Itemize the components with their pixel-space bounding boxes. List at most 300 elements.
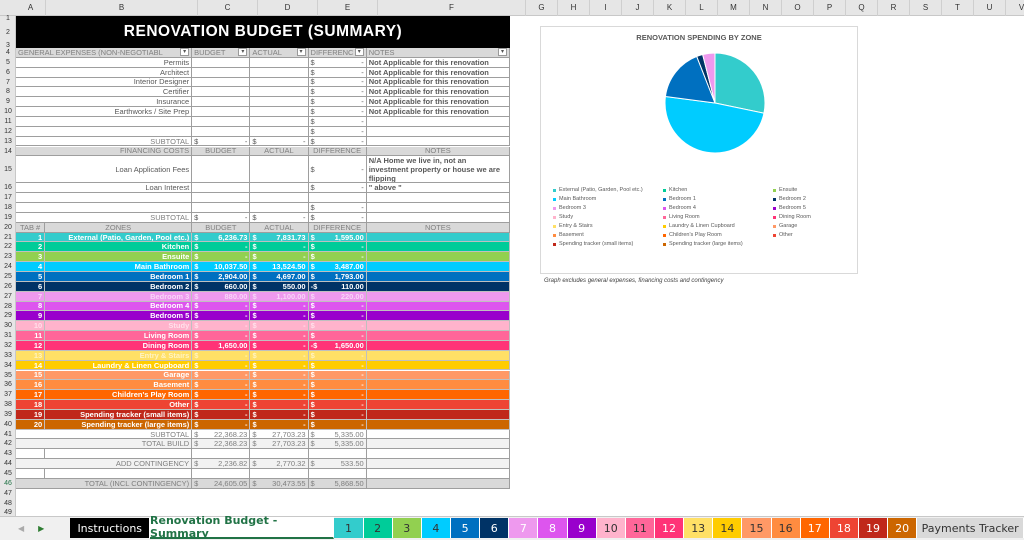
zone-name[interactable]: Dining Room	[45, 341, 192, 351]
row-header-44[interactable]: 44	[4, 460, 12, 468]
subtotal-actual[interactable]	[250, 137, 308, 147]
budget-cell[interactable]	[192, 107, 250, 117]
zone-actual[interactable]	[250, 282, 308, 292]
notes-header[interactable]	[367, 48, 510, 58]
budget-cell[interactable]	[192, 97, 250, 107]
notes-cell[interactable]: Not Applicable for this renovation	[367, 58, 510, 68]
filter-dropdown-icon[interactable]: ▾	[498, 48, 507, 56]
difference-cell[interactable]	[309, 107, 367, 117]
notes-cell[interactable]	[367, 439, 510, 449]
subtotal-difference[interactable]	[309, 213, 367, 223]
total-actual[interactable]	[250, 439, 308, 449]
actual-cell[interactable]	[250, 117, 308, 127]
row-header-13[interactable]: 13	[4, 137, 12, 145]
zone-actual[interactable]	[250, 361, 308, 371]
notes-cell[interactable]	[367, 479, 510, 489]
actual-header[interactable]	[250, 223, 308, 233]
row-header-5[interactable]: 5	[6, 58, 10, 66]
notes-header[interactable]	[367, 223, 510, 233]
row-header-28[interactable]: 28	[4, 302, 12, 310]
notes-cell[interactable]	[367, 459, 510, 469]
zone-difference[interactable]	[309, 292, 367, 302]
empty-cell[interactable]	[309, 469, 367, 479]
zone-name[interactable]: Spending tracker (small items)	[45, 410, 192, 420]
total-difference[interactable]	[309, 439, 367, 449]
zone-budget[interactable]	[192, 233, 250, 243]
expense-label[interactable]: Insurance	[16, 97, 192, 107]
total-actual[interactable]	[250, 459, 308, 469]
row-header-43[interactable]: 43	[4, 450, 12, 458]
total-budget[interactable]	[192, 479, 250, 489]
zone-tab-number[interactable]: 13	[16, 351, 45, 361]
zone-name[interactable]: Spending tracker (large items)	[45, 420, 192, 430]
tab-zone-5[interactable]: 5	[451, 518, 480, 538]
zone-notes[interactable]	[367, 262, 510, 272]
row-header-47[interactable]: 47	[4, 489, 12, 497]
zone-notes[interactable]	[367, 242, 510, 252]
row-header-8[interactable]: 8	[6, 88, 10, 96]
budget-header[interactable]	[192, 223, 250, 233]
tab-zone-14[interactable]: 14	[713, 518, 742, 538]
empty-cell[interactable]	[16, 193, 192, 203]
zone-actual[interactable]	[250, 390, 308, 400]
empty-cell[interactable]	[367, 203, 510, 213]
empty-cell[interactable]	[250, 449, 308, 459]
total-difference[interactable]	[309, 459, 367, 469]
row-header-14[interactable]: 14	[4, 147, 12, 155]
zone-notes[interactable]	[367, 341, 510, 351]
notes-cell[interactable]: " above "	[367, 183, 510, 193]
zone-difference[interactable]	[309, 351, 367, 361]
budget-cell[interactable]	[192, 58, 250, 68]
financing-label[interactable]: Loan Application Fees	[16, 156, 192, 183]
zone-actual[interactable]	[250, 242, 308, 252]
zone-tab-number[interactable]: 6	[16, 282, 45, 292]
row-header-21[interactable]: 21	[4, 233, 12, 241]
tab-zone-13[interactable]: 13	[684, 518, 713, 538]
zone-budget[interactable]	[192, 341, 250, 351]
empty-cell[interactable]	[250, 203, 308, 213]
total-label[interactable]: ADD CONTINGENCY	[16, 459, 192, 469]
zone-tab-number[interactable]: 10	[16, 321, 45, 331]
row-header-4[interactable]: 4	[6, 49, 10, 56]
difference-cell[interactable]	[309, 87, 367, 97]
row-header-37[interactable]: 37	[4, 391, 12, 399]
column-header-k[interactable]: K	[654, 0, 686, 16]
row-header-33[interactable]: 33	[4, 351, 12, 359]
row-header-17[interactable]: 17	[4, 194, 12, 202]
difference-header[interactable]	[309, 147, 367, 157]
difference-cell[interactable]	[309, 183, 367, 193]
column-header-t[interactable]: T	[942, 0, 974, 16]
notes-cell[interactable]	[367, 430, 510, 440]
tab-renovation-budget-summary[interactable]: Renovation Budget - Summary	[150, 517, 334, 539]
notes-cell[interactable]	[367, 127, 510, 137]
zone-name[interactable]: Living Room	[45, 331, 192, 341]
column-header-c[interactable]: C	[198, 0, 258, 16]
zone-difference[interactable]	[309, 272, 367, 282]
budget-cell[interactable]	[192, 117, 250, 127]
tab-zone-3[interactable]: 3	[393, 518, 422, 538]
zone-budget[interactable]	[192, 242, 250, 252]
filter-dropdown-icon[interactable]: ▾	[238, 48, 247, 56]
zone-actual[interactable]	[250, 420, 308, 430]
row-header-9[interactable]: 9	[6, 98, 10, 106]
tab-zone-6[interactable]: 6	[480, 518, 509, 538]
total-difference[interactable]	[309, 430, 367, 440]
zone-budget[interactable]	[192, 262, 250, 272]
zone-actual[interactable]	[250, 371, 308, 381]
total-difference[interactable]	[309, 479, 367, 489]
tab-zone-7[interactable]: 7	[509, 518, 538, 538]
zone-notes[interactable]	[367, 410, 510, 420]
zone-tab-number[interactable]: 15	[16, 371, 45, 381]
difference-cell[interactable]	[309, 127, 367, 137]
total-actual[interactable]	[250, 479, 308, 489]
zone-budget[interactable]	[192, 292, 250, 302]
zone-notes[interactable]	[367, 321, 510, 331]
budget-cell[interactable]	[192, 183, 250, 193]
zone-actual[interactable]	[250, 292, 308, 302]
total-label[interactable]: TOTAL BUILD	[16, 439, 192, 449]
zone-name[interactable]: Ensuite	[45, 252, 192, 262]
difference-cell[interactable]	[309, 68, 367, 78]
expense-label[interactable]: Certifier	[16, 87, 192, 97]
difference-cell[interactable]	[309, 58, 367, 68]
zone-name[interactable]: Main Bathroom	[45, 262, 192, 272]
expense-label[interactable]: Architect	[16, 68, 192, 78]
zone-tab-number[interactable]: 1	[16, 233, 45, 243]
column-header-i[interactable]: I	[590, 0, 622, 16]
row-header-18[interactable]: 18	[4, 204, 12, 212]
zone-name[interactable]: Basement	[45, 380, 192, 390]
notes-cell[interactable]: Not Applicable for this renovation	[367, 87, 510, 97]
pie-chart[interactable]	[540, 26, 858, 274]
total-label[interactable]: SUBTOTAL	[16, 430, 192, 440]
empty-cell[interactable]	[309, 193, 367, 203]
budget-cell[interactable]	[192, 87, 250, 97]
zone-tab-number[interactable]: 3	[16, 252, 45, 262]
zone-difference[interactable]	[309, 242, 367, 252]
zone-tab-number[interactable]: 12	[16, 341, 45, 351]
expense-label[interactable]: Earthworks / Site Prep	[16, 107, 192, 117]
budget-header[interactable]	[192, 48, 250, 58]
column-header-r[interactable]: R	[878, 0, 910, 16]
zone-actual[interactable]	[250, 233, 308, 243]
total-budget[interactable]	[192, 439, 250, 449]
difference-cell[interactable]	[309, 156, 367, 183]
column-header-l[interactable]: L	[686, 0, 718, 16]
column-header-n[interactable]: N	[750, 0, 782, 16]
tab-payments-tracker[interactable]: Payments Tracker	[917, 518, 1024, 538]
zone-budget[interactable]	[192, 420, 250, 430]
zone-name[interactable]: Bedroom 5	[45, 311, 192, 321]
row-header-32[interactable]: 32	[4, 341, 12, 349]
zone-difference[interactable]	[309, 371, 367, 381]
zone-actual[interactable]	[250, 321, 308, 331]
zone-tab-number[interactable]: 9	[16, 311, 45, 321]
column-header-p[interactable]: P	[814, 0, 846, 16]
column-header-v[interactable]: V	[1006, 0, 1024, 16]
empty-cell[interactable]	[16, 449, 45, 459]
column-header-m[interactable]: M	[718, 0, 750, 16]
prev-sheet-icon[interactable]: ◀	[18, 523, 25, 533]
row-header-29[interactable]: 29	[4, 312, 12, 320]
general-expenses-label[interactable]	[16, 48, 192, 58]
zone-difference[interactable]	[309, 341, 367, 351]
tab-zone-18[interactable]: 18	[830, 518, 859, 538]
zone-tab-number[interactable]: 8	[16, 302, 45, 312]
column-header-u[interactable]: U	[974, 0, 1006, 16]
tab-zone-8[interactable]: 8	[538, 518, 567, 538]
tab-zone-1[interactable]: 1	[334, 518, 363, 538]
zone-difference[interactable]	[309, 282, 367, 292]
subtotal-budget[interactable]	[192, 137, 250, 147]
row-header-45[interactable]: 45	[4, 470, 12, 477]
zone-notes[interactable]	[367, 380, 510, 390]
zone-tab-number[interactable]: 16	[16, 380, 45, 390]
row-header-46[interactable]: 46	[4, 479, 12, 487]
zone-budget[interactable]	[192, 272, 250, 282]
zone-actual[interactable]	[250, 272, 308, 282]
total-budget[interactable]	[192, 459, 250, 469]
actual-header[interactable]	[250, 48, 308, 58]
row-header-6[interactable]: 6	[6, 68, 10, 76]
zone-notes[interactable]	[367, 311, 510, 321]
actual-cell[interactable]	[250, 107, 308, 117]
zone-difference[interactable]	[309, 400, 367, 410]
tab-zone-11[interactable]: 11	[626, 518, 655, 538]
actual-cell[interactable]	[250, 156, 308, 183]
filter-dropdown-icon[interactable]: ▾	[355, 48, 364, 56]
row-header-34[interactable]: 34	[4, 361, 12, 369]
row-header-48[interactable]: 48	[4, 499, 12, 507]
financing-label[interactable]	[16, 147, 192, 157]
zone-tab-number[interactable]: 19	[16, 410, 45, 420]
column-header-d[interactable]: D	[258, 0, 318, 16]
zone-actual[interactable]	[250, 311, 308, 321]
column-header-b[interactable]: B	[46, 0, 198, 16]
difference-header[interactable]	[309, 48, 367, 58]
zone-actual[interactable]	[250, 331, 308, 341]
zone-tab-number[interactable]: 7	[16, 292, 45, 302]
subtotal-budget[interactable]	[192, 213, 250, 223]
notes-cell[interactable]: Not Applicable for this renovation	[367, 107, 510, 117]
zone-budget[interactable]	[192, 400, 250, 410]
zone-difference[interactable]	[309, 302, 367, 312]
row-header-15[interactable]: 15	[4, 166, 12, 174]
difference-cell[interactable]	[309, 97, 367, 107]
expense-label[interactable]: Interior Designer	[16, 78, 192, 88]
zone-difference[interactable]	[309, 321, 367, 331]
difference-cell[interactable]	[309, 78, 367, 88]
notes-cell[interactable]	[367, 137, 510, 147]
budget-cell[interactable]	[192, 78, 250, 88]
row-header-10[interactable]: 10	[4, 108, 12, 116]
row-header-41[interactable]: 41	[4, 430, 12, 438]
zone-actual[interactable]	[250, 341, 308, 351]
total-budget[interactable]	[192, 430, 250, 440]
row-header-30[interactable]: 30	[4, 322, 12, 330]
filter-dropdown-icon[interactable]: ▾	[180, 48, 189, 56]
zone-difference[interactable]	[309, 380, 367, 390]
zone-budget[interactable]	[192, 361, 250, 371]
zone-name[interactable]: Entry & Stairs	[45, 351, 192, 361]
zone-budget[interactable]	[192, 252, 250, 262]
total-actual[interactable]	[250, 430, 308, 440]
tab-zone-19[interactable]: 19	[859, 518, 888, 538]
zone-difference[interactable]	[309, 311, 367, 321]
row-header-23[interactable]: 23	[4, 253, 12, 261]
total-label[interactable]: TOTAL (INCL CONTINGENCY)	[16, 479, 192, 489]
actual-cell[interactable]	[250, 127, 308, 137]
notes-cell[interactable]: Not Applicable for this renovation	[367, 78, 510, 88]
expense-label[interactable]	[16, 127, 192, 137]
tab-zone-10[interactable]: 10	[597, 518, 626, 538]
tab-zone-2[interactable]: 2	[364, 518, 393, 538]
row-header-2[interactable]: 2	[6, 29, 10, 36]
tab-zone-4[interactable]: 4	[422, 518, 451, 538]
empty-cell[interactable]	[250, 193, 308, 203]
empty-cell[interactable]	[367, 469, 510, 479]
empty-cell[interactable]	[192, 193, 250, 203]
zone-tab-number[interactable]: 4	[16, 262, 45, 272]
zone-tab-number[interactable]: 11	[16, 331, 45, 341]
actual-cell[interactable]	[250, 58, 308, 68]
notes-cell[interactable]	[367, 117, 510, 127]
column-header-q[interactable]: Q	[846, 0, 878, 16]
zone-notes[interactable]	[367, 282, 510, 292]
expense-label[interactable]: Permits	[16, 58, 192, 68]
row-header-26[interactable]: 26	[4, 282, 12, 290]
financing-label[interactable]: Loan Interest	[16, 183, 192, 193]
row-header-11[interactable]: 11	[4, 117, 12, 125]
row-header-3[interactable]: 3	[6, 42, 10, 49]
row-header-36[interactable]: 36	[4, 381, 12, 389]
row-header-25[interactable]: 25	[4, 273, 12, 280]
zone-budget[interactable]	[192, 331, 250, 341]
row-header-1[interactable]: 1	[6, 15, 10, 22]
column-header-o[interactable]: O	[782, 0, 814, 16]
zone-name[interactable]: Kitchen	[45, 242, 192, 252]
tab-zone-12[interactable]: 12	[655, 518, 684, 538]
zone-notes[interactable]	[367, 302, 510, 312]
zone-tab-number[interactable]: 14	[16, 361, 45, 371]
difference-cell[interactable]	[309, 203, 367, 213]
tab-zone-9[interactable]: 9	[568, 518, 597, 538]
row-header-20[interactable]: 20	[4, 223, 12, 231]
row-header-39[interactable]: 39	[4, 410, 12, 418]
tab-zone-20[interactable]: 20	[888, 518, 917, 538]
zone-budget[interactable]	[192, 282, 250, 292]
zone-budget[interactable]	[192, 410, 250, 420]
zone-notes[interactable]	[367, 351, 510, 361]
row-header-7[interactable]: 7	[6, 78, 10, 86]
zone-difference[interactable]	[309, 262, 367, 272]
row-header-27[interactable]: 27	[4, 292, 12, 300]
actual-cell[interactable]	[250, 87, 308, 97]
zone-notes[interactable]	[367, 233, 510, 243]
subtotal-actual[interactable]	[250, 213, 308, 223]
row-header-16[interactable]: 16	[4, 184, 12, 192]
actual-header[interactable]	[250, 147, 308, 157]
zone-budget[interactable]	[192, 351, 250, 361]
column-header-e[interactable]: E	[318, 0, 378, 16]
zone-notes[interactable]	[367, 400, 510, 410]
subtotal-label[interactable]: SUBTOTAL	[16, 137, 192, 147]
zone-actual[interactable]	[250, 302, 308, 312]
zone-name[interactable]: Children's Play Room	[45, 390, 192, 400]
tab-zone-17[interactable]: 17	[801, 518, 830, 538]
zone-difference[interactable]	[309, 410, 367, 420]
zone-tab-number[interactable]: 18	[16, 400, 45, 410]
zone-tab-number[interactable]: 5	[16, 272, 45, 282]
empty-cell[interactable]	[16, 469, 45, 479]
zone-actual[interactable]	[250, 400, 308, 410]
zone-name[interactable]: Study	[45, 321, 192, 331]
actual-cell[interactable]	[250, 97, 308, 107]
column-header-a[interactable]: A	[16, 0, 46, 16]
zone-name[interactable]: Other	[45, 400, 192, 410]
zone-name[interactable]: Laundry & Linen Cupboard	[45, 361, 192, 371]
zone-actual[interactable]	[250, 262, 308, 272]
zone-notes[interactable]	[367, 390, 510, 400]
empty-cell[interactable]	[45, 449, 192, 459]
zone-name[interactable]: Bedroom 1	[45, 272, 192, 282]
empty-cell[interactable]	[192, 203, 250, 213]
row-header-38[interactable]: 38	[4, 401, 12, 409]
notes-cell[interactable]: N/A Home we live in, not an investment property or house we are flipping	[367, 156, 510, 183]
zone-notes[interactable]	[367, 292, 510, 302]
zone-name[interactable]: Bedroom 2	[45, 282, 192, 292]
difference-cell[interactable]	[309, 117, 367, 127]
zone-budget[interactable]	[192, 302, 250, 312]
column-header-s[interactable]: S	[910, 0, 942, 16]
empty-cell[interactable]	[192, 469, 250, 479]
row-header-12[interactable]: 12	[4, 127, 12, 135]
tab-number-header[interactable]	[16, 223, 45, 233]
expense-label[interactable]	[16, 117, 192, 127]
notes-cell[interactable]	[367, 213, 510, 223]
zones-header-label[interactable]	[45, 223, 192, 233]
budget-cell[interactable]	[192, 156, 250, 183]
zone-budget[interactable]	[192, 321, 250, 331]
row-header-19[interactable]: 19	[4, 213, 12, 221]
zone-budget[interactable]	[192, 311, 250, 321]
zone-notes[interactable]	[367, 371, 510, 381]
row-header-31[interactable]: 31	[4, 332, 12, 340]
actual-cell[interactable]	[250, 183, 308, 193]
notes-cell[interactable]: Not Applicable for this renovation	[367, 97, 510, 107]
zone-actual[interactable]	[250, 351, 308, 361]
zone-difference[interactable]	[309, 252, 367, 262]
zone-name[interactable]: Bedroom 4	[45, 302, 192, 312]
budget-cell[interactable]	[192, 68, 250, 78]
difference-header[interactable]	[309, 223, 367, 233]
zone-tab-number[interactable]: 20	[16, 420, 45, 430]
zone-tab-number[interactable]: 2	[16, 242, 45, 252]
zone-name[interactable]: External (Patio, Garden, Pool etc.)	[45, 233, 192, 243]
zone-actual[interactable]	[250, 252, 308, 262]
zone-notes[interactable]	[367, 252, 510, 262]
column-header-g[interactable]: G	[526, 0, 558, 16]
empty-cell[interactable]	[367, 193, 510, 203]
zone-difference[interactable]	[309, 361, 367, 371]
empty-cell[interactable]	[367, 449, 510, 459]
zone-actual[interactable]	[250, 410, 308, 420]
tab-zone-15[interactable]: 15	[742, 518, 771, 538]
filter-dropdown-icon[interactable]: ▾	[297, 48, 306, 56]
